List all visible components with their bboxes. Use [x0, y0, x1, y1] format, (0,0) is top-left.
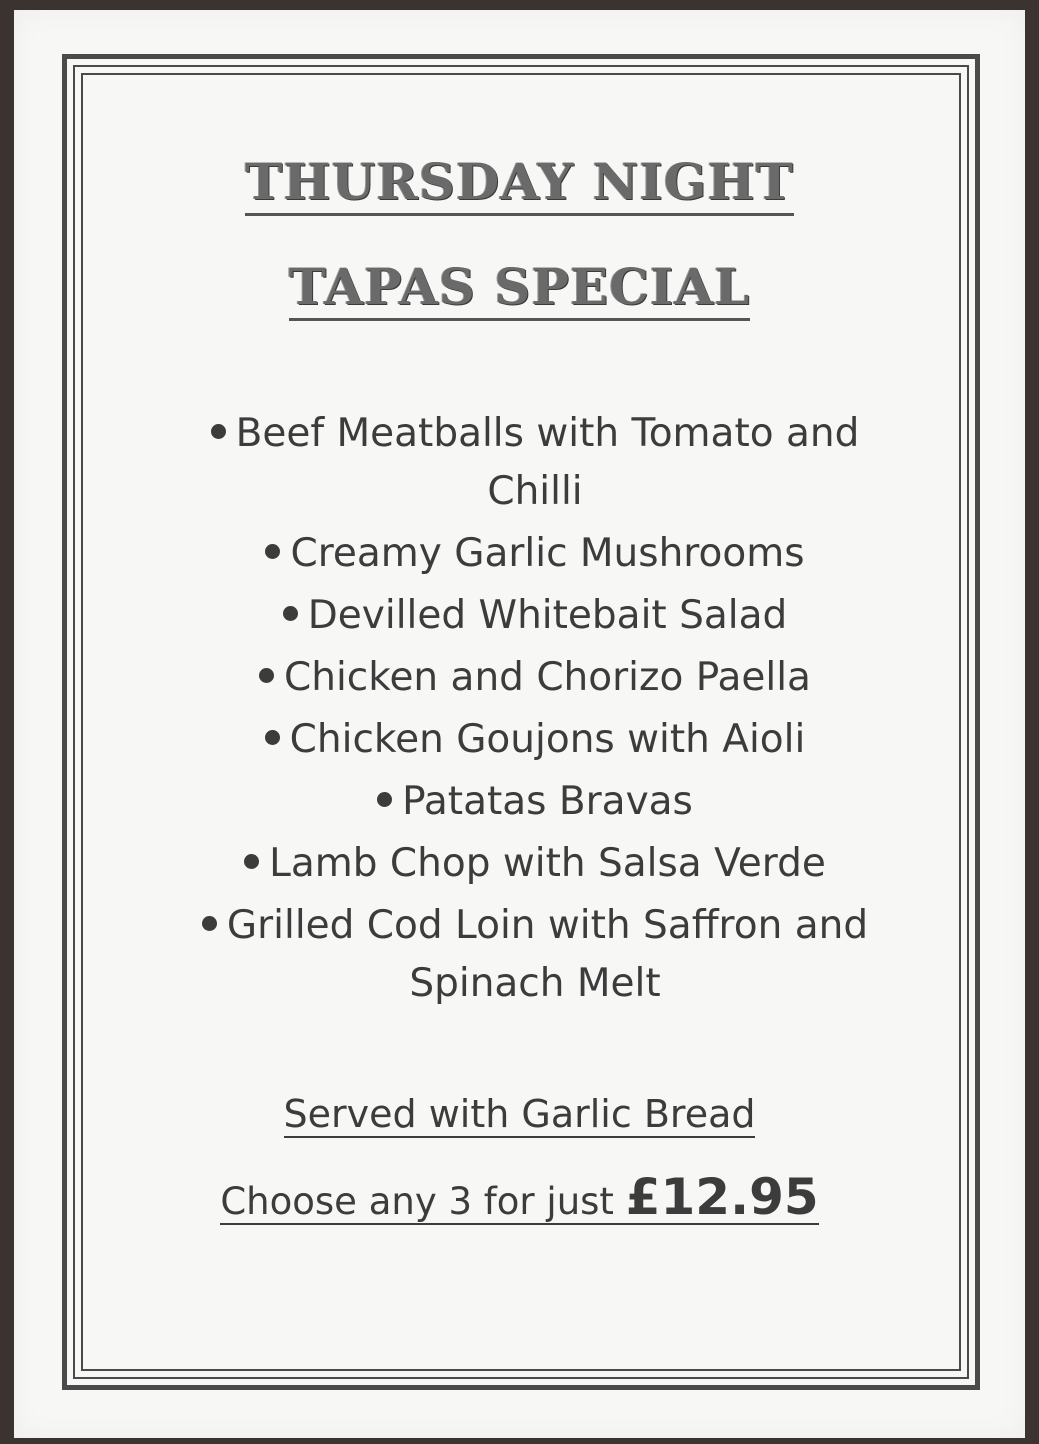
bullet-icon — [377, 792, 392, 807]
menu-title-line-2-text: TAPAS SPECIAL — [289, 257, 751, 321]
menu-item-label: Lamb Chop with Salsa Verde — [269, 841, 826, 886]
menu-item — [180, 773, 890, 831]
menu-item-label: Patatas Bravas — [402, 779, 693, 824]
menu-item — [180, 897, 890, 1013]
menu-item-list — [180, 405, 890, 1017]
menu-title-line-1 — [0, 152, 1039, 211]
bullet-icon — [211, 424, 226, 439]
bullet-icon — [265, 730, 280, 745]
menu-item-label: Creamy Garlic Mushrooms — [290, 531, 805, 576]
bullet-icon — [244, 854, 259, 869]
menu-item — [180, 835, 890, 893]
menu-item-label: Grilled Cod Loin with Saffron and Spinach Melt — [226, 903, 869, 1006]
served-with-text: Served with Garlic Bread — [283, 1092, 756, 1136]
menu-item — [180, 525, 890, 583]
menu-item — [180, 649, 890, 707]
menu-item — [180, 587, 890, 645]
bullet-icon — [202, 916, 217, 931]
menu-title-line-1-text: THURSDAY NIGHT — [245, 152, 794, 216]
menu-item — [180, 405, 890, 521]
offer-text: Choose any 3 for just — [220, 1180, 614, 1223]
bullet-icon — [283, 606, 298, 621]
menu-item-label: Chicken and Chorizo Paella — [284, 655, 811, 700]
served-with-note — [0, 1092, 1039, 1136]
bullet-icon — [259, 668, 274, 683]
menu-item — [180, 711, 890, 769]
price-value: £12.95 — [625, 1168, 819, 1226]
menu-item-label: Beef Meatballs with Tomato and Chilli — [235, 411, 860, 514]
price-offer-line — [220, 1168, 819, 1226]
price-offer — [0, 1168, 1039, 1226]
menu-item-label: Chicken Goujons with Aioli — [289, 717, 806, 762]
menu-item-label: Devilled Whitebait Salad — [307, 593, 788, 638]
menu-title-line-2 — [0, 257, 1039, 316]
bullet-icon — [265, 544, 280, 559]
